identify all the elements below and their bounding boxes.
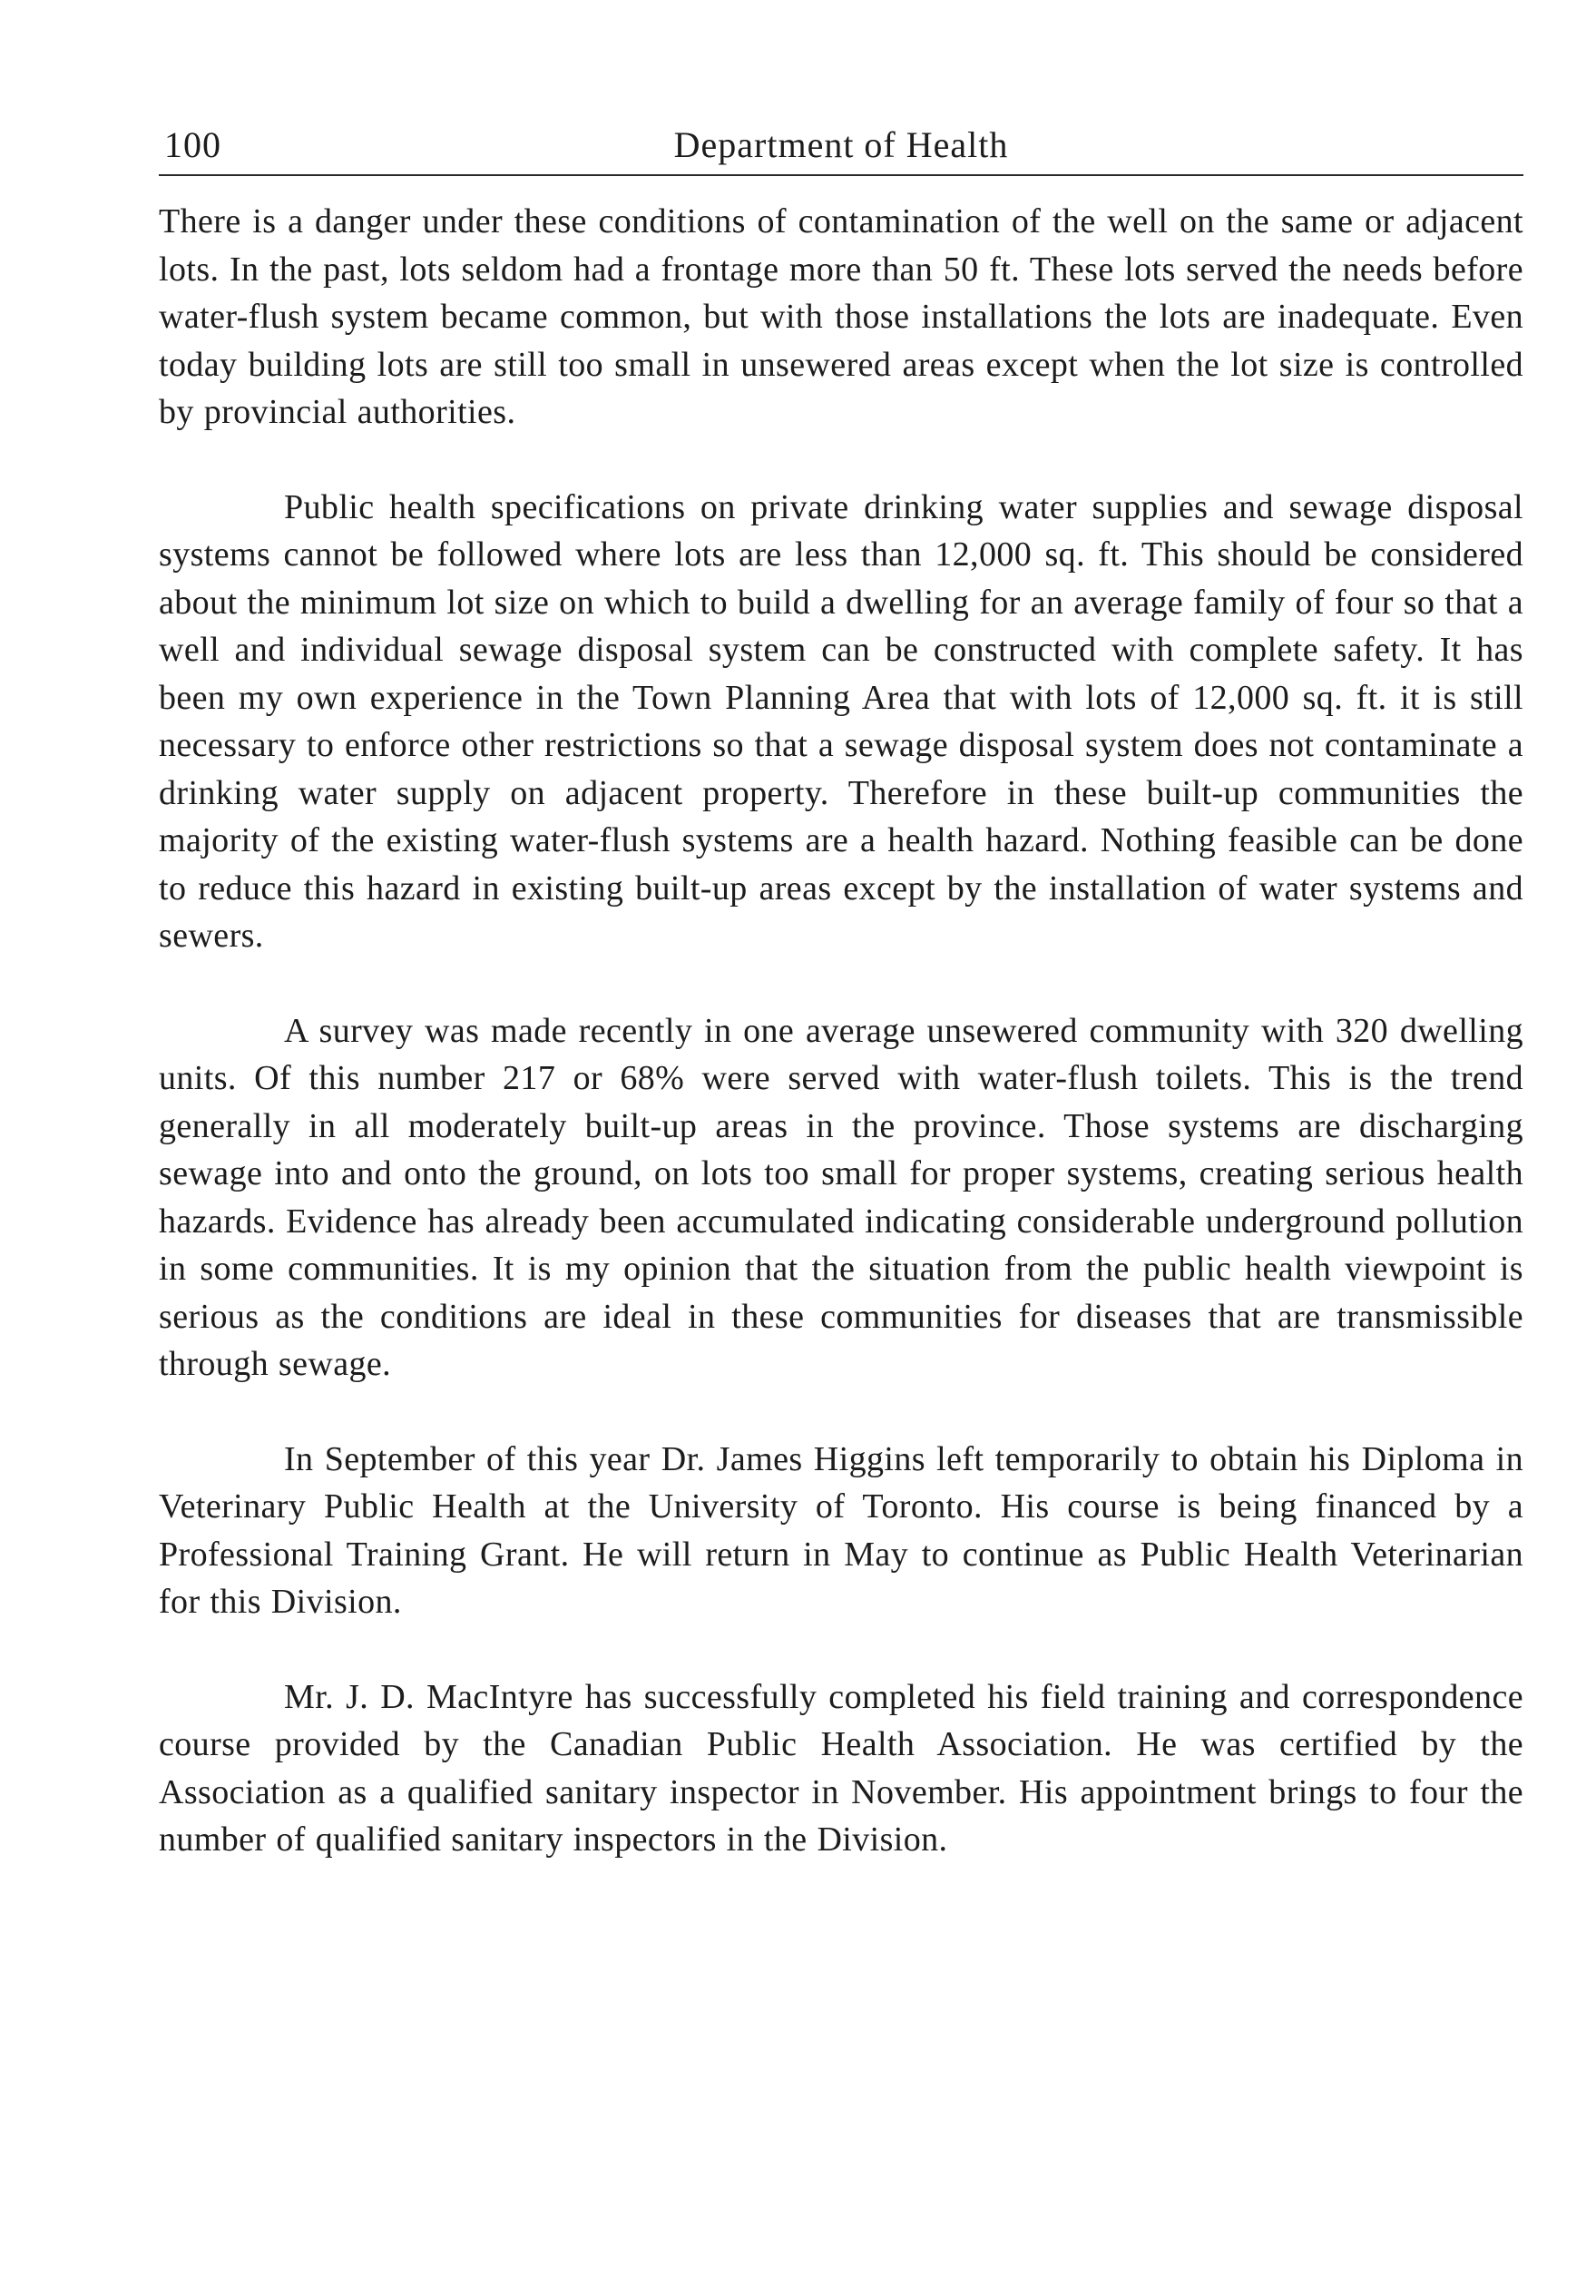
paragraph-macintyre: Mr. J. D. MacIntyre has successfully completed his field training and correspondence course provided by the Canadian Public Health Association. He was certified by the Association as a qualified sanitary inspector in November. His appointment brings to four the number of qualified sanitary inspectors in the Division.	[159, 1677, 1523, 1859]
running-title: Department of Health	[673, 124, 1009, 165]
paragraph-lot-contamination: There is a danger under these conditions of contamination of the well on the same or adjacent lots. In the past, lots seldom had a frontage more than 50 ft. These lots served the needs before water-flush system became common, but with those installations the lots are inadequate. Even today building lots are still too small in unsewered areas except when the lot size is controlled by provincial authorities.	[159, 202, 1523, 431]
body-text	[159, 198, 1523, 1864]
paragraph-community-survey: A survey was made recently in one average unsewered community with 320 dwelling units. Of this number 217 or 68% were served with water-flush toilets. This is the trend generally in all moderately built-up areas in the province. Those systems are discharging sewage into and onto the ground, on lots too small for proper systems, creating serious health hazards. Evidence has already been accumulated indicating considerable underground pollution in some communities. It is my opinion that the situation from the public health viewpoint is serious as the conditions are ideal in these communities for diseases that are transmissible through sewage.	[159, 1011, 1523, 1383]
document-page	[159, 118, 1523, 1911]
page-number: 100	[164, 124, 221, 165]
running-header	[159, 118, 1523, 176]
paragraph-dr-higgins: In September of this year Dr. James Higgins left temporarily to obtain his Diploma in Veterinary Public Health at the University of Toronto. His course is being financed by a Professional Training Grant. He will return in May to continue as Public Health Veterinarian for this Division.	[159, 1439, 1523, 1621]
paragraph-lot-size-specifications: Public health specifications on private drinking water supplies and sewage disposal systems cannot be followed where lots are less than 12,000 sq. ft. This should be considered about the minimum lot size on which to build a dwelling for an average family of four so that a well and individual sewage disposal system can be constructed with complete safety. It has been my own experience in the Town Planning Area that with lots of 12,000 sq. ft. it is still necessary to enforce other restrictions so that a sewage disposal system does not contaminate a drinking water supply on adjacent property. Therefore in these built-up communities the majority of the existing water-flush systems are a health hazard. Nothing feasible can be done to reduce this hazard in existing built-up areas except by the installation of water systems and sewers.	[159, 487, 1523, 955]
